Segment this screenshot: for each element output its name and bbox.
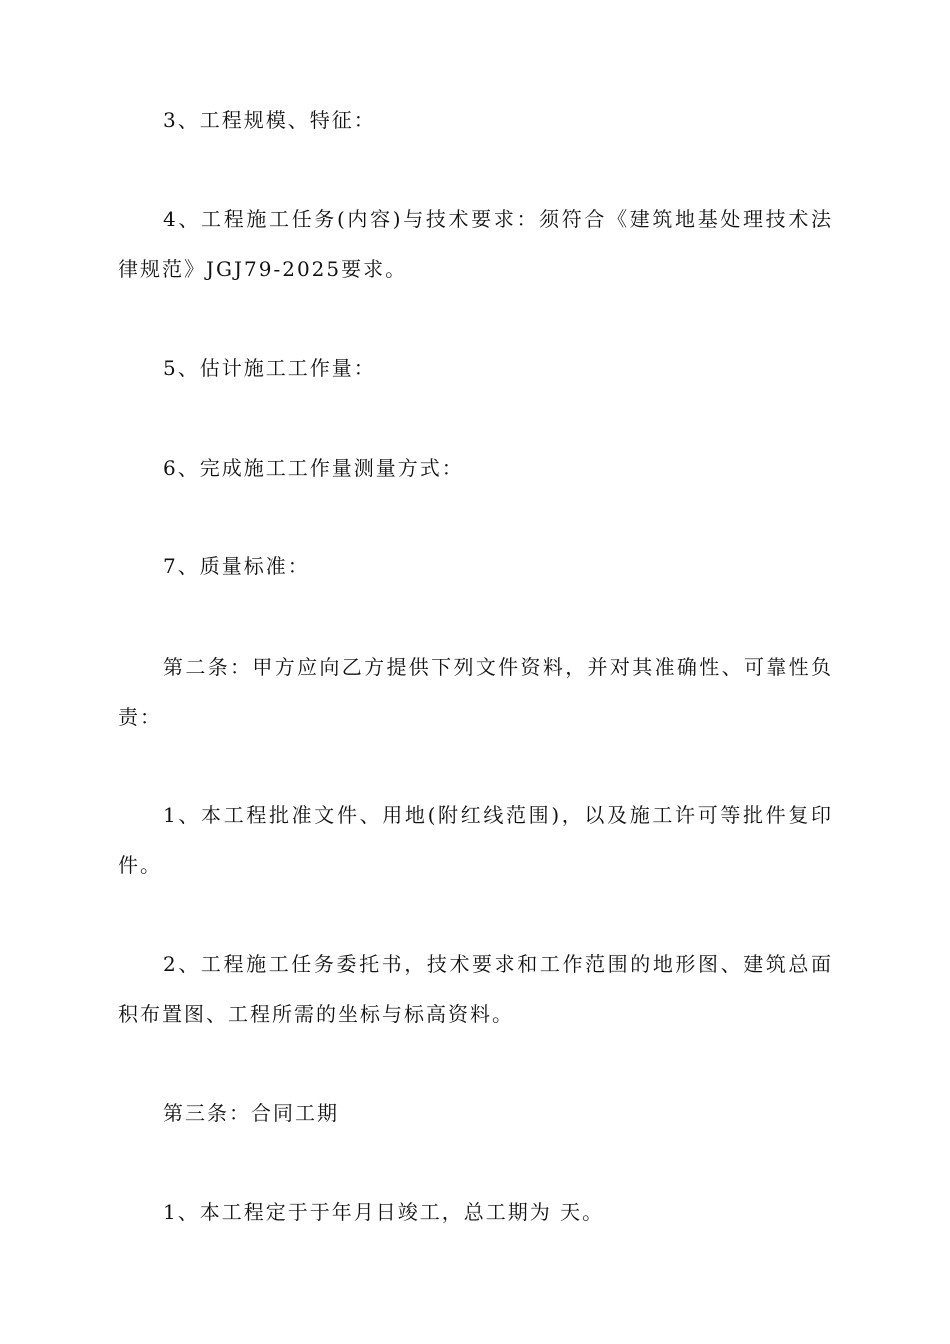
paragraph-scale: 3、工程规模、特征： bbox=[163, 108, 376, 132]
paragraph-requirements: 4、工程施工任务(内容)与技术要求：须符合《建筑地基处理技术法律规范》JGJ79-2025要求。 bbox=[118, 207, 833, 281]
paragraph-measurement: 6、完成施工工作量测量方式： bbox=[163, 456, 464, 480]
paragraph-commission: 2、工程施工任务委托书，技术要求和工作范围的地形图、建筑总面积布置图、工程所需的坐标与标高资料。 bbox=[118, 952, 833, 1026]
paragraph-article-three: 第三条：合同工期 bbox=[163, 1101, 339, 1125]
paragraph-article-two: 第二条：甲方应向乙方提供下列文件资料，并对其准确性、可靠性负责： bbox=[118, 655, 833, 729]
paragraph-workload: 5、估计施工工作量： bbox=[163, 356, 376, 380]
paragraph-quality: 7、质量标准： bbox=[163, 554, 310, 578]
paragraph-completion: 1、本工程定于于年月日竣工，总工期为 天。 bbox=[163, 1200, 605, 1224]
paragraph-approval-docs: 1、本工程批准文件、用地(附红线范围)，以及施工许可等批件复印件。 bbox=[118, 803, 833, 877]
